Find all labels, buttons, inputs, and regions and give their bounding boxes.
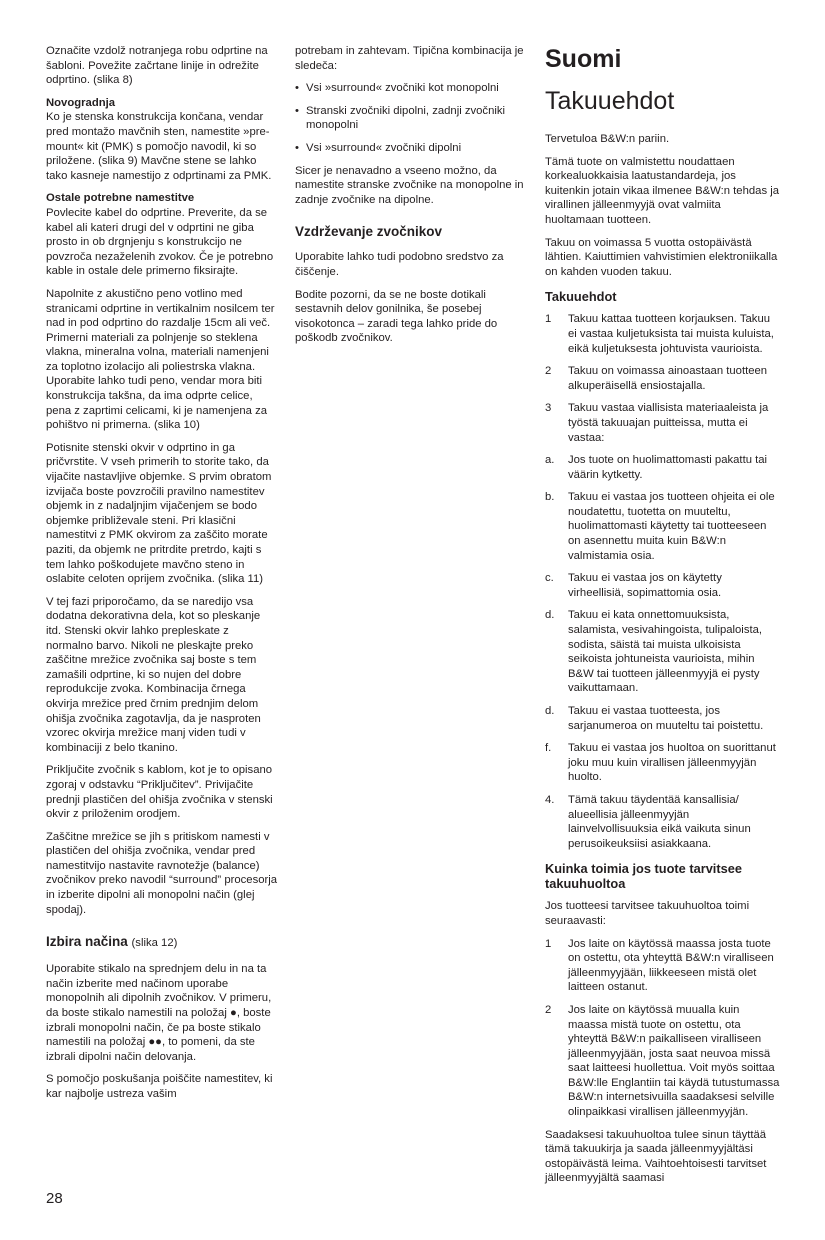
paragraph: Označite vzdolž notranjega robu odprtine na šabloni. Povežite začrtane linije in odrežite odprtino. (slika 8) xyxy=(46,45,268,87)
section-heading-text: Izbira načina xyxy=(46,934,128,950)
column-slovenian-left xyxy=(46,44,278,1110)
paragraph: Takuu on voimassa 5 vuotta ostopäivästä lähtien. Kaiuttimien vahvistimien elektroniikalla on kahden vuoden takuu. xyxy=(545,236,778,278)
page-number: 28 xyxy=(46,1190,63,1207)
list-marker: f. xyxy=(545,742,552,755)
paragraph: Ko je stenska konstrukcija končana, vendar pred montažo mavčnih sten, namestite »pre-mount« kit (PMK) s pomočjo navodil, ki so priložene. (slika 9) Mavčne stene se lahko tako kasneje namestijo z odprtinami za PMK. xyxy=(46,111,272,182)
list-text: Jos tuote on huolimattomasti pakattu tai väärin kytketty. xyxy=(568,454,768,481)
paragraph: Priključite zvočnik s kablom, kot je to opisano zgoraj v odstavku “Priključitev”. Privijačite prednji plastičen del ohišja zvočnika v stenski okvir z priloženim orodjem. xyxy=(46,764,273,821)
list-marker: b. xyxy=(545,491,555,504)
list-text: Takuu ei vastaa jos on käytetty virheellisiä, sopimattomia osia. xyxy=(568,572,722,599)
section-heading-warranty-terms: Takuuehdot xyxy=(545,289,617,305)
paragraph: Tervetuloa B&W:n pariin. xyxy=(545,133,670,145)
paragraph: Potisnite stenski okvir v odprtino in ga pričvrstite. V vseh primerih to storite tako, da vijačite nastavljive objemke. S prvim obratom izvijača boste povzročili pravilno namestitev objemk in z nadaljnjim vijačenjem se bodo objemke približevale steni. Pri klasični namestitvi z PMK okvirom za zaščito morate paziti, da objemk ne pritrdite pretrdo, kajti s tem lahko poškodujete mavčno steno in oslabite celoten oprijem zvočnika. (slika 11) xyxy=(46,441,272,586)
list-item xyxy=(545,608,780,696)
list-marker: 2 xyxy=(545,1003,552,1016)
list-item xyxy=(545,571,780,600)
list-text: Jos laite on käytössä muualla kuin maassa mistä tuote on ostettu, ota yhteyttä B&W:n paikalliseen viralliseen jälleenmyyjään, josta saat neuvoa missä saat laitteesi huollettua. Voit myös soittaa B&W:lle Englantiin tai käydä tutustumassa B&W:n internetsivuilla saadaksesi selville olinpaikkasi virallisen jälleenmyyjän. xyxy=(568,1003,780,1119)
paragraph: V tej fazi priporočamo, da se naredijo vsa dodatna dekorativna dela, kot so pleskanje itd. Stenski okvir lahko prepleskate z normalno barvo. Nikoli ne pleskajte preko zaščitne mrežice zvočnika saj boste s tem zamašili odprtine, ki so nujen del dobre reprodukcije zvoka. Kombinacija črnega okvirja mrežice pred črnim prednjim delom ohišja zvočnika zagotavlja, da je nasproten vzorec okvirja mrežice manj viden tudi v kombinaciji z belo tkanino. xyxy=(46,595,261,754)
paragraph: Uporabite lahko tudi podobno sredstvo za čiščenje. xyxy=(295,251,504,278)
list-item xyxy=(545,704,780,733)
page-title: Takuuehdot xyxy=(545,87,675,115)
paragraph: Uporabite stikalo na sprednjem delu in na ta način izberite med načinom uporabe monopolnih ali dipolnih zvočnikov. V primeru, da boste stikalo namestili na položaj ●, boste izbrali monopolni način, če pa boste stikalo namestili na položaj ●●, to pomeni, da ste izbrali dipolni način delovanja. xyxy=(46,963,272,1063)
list-text: Takuu ei vastaa tuotteesta, jos sarjanumeroa on muuteltu tai poistettu. xyxy=(568,705,764,732)
paragraph: potrebam in zahtevam. Tipična kombinacija je sledeča: xyxy=(295,45,524,72)
list-text: Takuu ei vastaa jos huoltoa on suorittanut joku muu kuin virallisen jälleenmyyjän huolto. xyxy=(568,742,776,784)
paragraph: Povlecite kabel do odprtine. Preverite, da se kabel ali kateri drugi del v odprtini ne giba prosto in ob drgnjenju s konstrukcijo ne povzroča nezaželenih zvokov. Če je potrebno kable in ostale dele primerno fiksirajte. xyxy=(46,206,274,278)
paragraph: Sicer je nenavadno a vseeno možno, da namestite stranske zvočnike na monopolne in zadnje zvočnike na dipolne. xyxy=(295,164,524,206)
paragraph: Tämä tuote on valmistettu noudattaen korkealuokkaisia laatustandardeja, jos kuitenkin jotain vikaa ilmenee B&W:n tehdas ja virallinen jälleenmyyjä ovat valmiita huoltamaan tuotteen. xyxy=(545,155,780,226)
list-item: • Stranski zvočniki dipolni, zadnji zvočniki monopolni xyxy=(295,104,527,133)
list-marker: 1 xyxy=(545,937,552,950)
warranty-terms-list xyxy=(545,312,780,851)
section-heading-warranty-service: Kuinka toimia jos tuote tarvitsee takuuhuoltoa xyxy=(545,861,742,892)
list-text: Takuu vastaa viallisista materiaaleista ja työstä takuuajan puitteissa, mutta ei vastaa: xyxy=(568,402,769,444)
list-text: Takuu ei vastaa jos tuotteen ohjeita ei ole noudatettu, tuotetta on muuteltu, huolimattomasti käytetty tai tuotteeseen on asennettu muita kuin B&W:n valmistamia osia. xyxy=(568,491,775,562)
list-item: • Vsi »surround« zvočniki dipolni xyxy=(295,141,527,156)
paragraph: S pomočjo poskušanja poiščite namestitev, ki kar najbolje ustreza vašim xyxy=(46,1073,273,1100)
section-heading-mode-selection xyxy=(46,933,278,952)
list-marker: d. xyxy=(545,609,555,622)
paragraph: Jos tuotteesi tarvitsee takuuhuoltoa toimi seuraavasti: xyxy=(545,900,750,927)
figure-reference: (slika 12) xyxy=(131,937,178,950)
list-marker: 4. xyxy=(545,793,555,806)
list-text: Jos laite on käytössä maassa josta tuote on ostettu, ota yhteyttä B&W:n viralliseen jälleenmyyjään, liikkeeseen mistä olet laitteen ostanut. xyxy=(568,937,774,994)
list-marker: c. xyxy=(545,572,554,585)
service-steps-list xyxy=(545,937,780,1120)
paragraph: Napolnite z akustično peno votlino med stranicami odprtine in vertikalnim nosilcem ter nad in pod odprtino do razdalje 15cm ali več. Primerni materiali za polnjenje so steklena vlakna, mineralna volna, materiali namenjeni za toplotno izolacijo ali poliestrska vlakna. Uporabite lahko tudi peno, vendar mora biti konstrukcija takšna, da ima odprte celice, pena z zaprtimi celicami, ki je namenjena za pohištvo ni primerna. (slika 10) xyxy=(46,287,275,432)
list-marker: 1 xyxy=(545,313,552,326)
column-slovenian-middle xyxy=(295,44,527,354)
list-item xyxy=(545,490,780,563)
list-text: Takuu kattaa tuotteen korjauksen. Takuu ei vastaa kuljetuksista tai muista kuluista, eikä kuljetuksesta johtuvista vaurioista. xyxy=(568,313,774,355)
list-item xyxy=(545,364,780,393)
list-item: • Vsi »surround« zvočniki kot monopolni xyxy=(295,81,527,96)
list-marker: 3 xyxy=(545,402,552,415)
paragraph: Bodite pozorni, da se ne boste dotikali sestavnih delov gonilnika, še posebej visokotonca – zaradi tega lahko pride do poškodb zvočnikov. xyxy=(295,288,498,345)
language-title: Suomi xyxy=(545,45,622,73)
subheading-new-construction: Novogradnja xyxy=(46,96,116,109)
list-marker: 2 xyxy=(545,365,552,378)
list-marker: d. xyxy=(545,705,555,717)
list-item xyxy=(545,937,780,995)
list-item xyxy=(545,793,780,851)
list-item xyxy=(545,312,780,356)
list-text: Takuu ei kata onnettomuuksista, salamista, vesivahingoista, tulipaloista, sodista, säistä tai muista ulkoisista seikoista johtuneista vaurioista, mihin B&W tai tuotteen jälleenmyyjä ei pysty vaikuttamaan. xyxy=(568,609,763,695)
list-item xyxy=(545,741,780,785)
list-item xyxy=(545,401,780,445)
section-heading-maintenance: Vzdrževanje zvočnikov xyxy=(295,224,443,240)
list-item xyxy=(545,453,780,482)
list-text: Takuu on voimassa ainoastaan tuotteen alkuperäisellä ensiostajalla. xyxy=(568,365,768,392)
list-marker: a. xyxy=(545,454,555,467)
combination-list xyxy=(295,81,527,155)
subheading-other-installations: Ostale potrebne namestitve xyxy=(46,192,195,205)
paragraph: Saadaksesi takuuhuoltoa tulee sinun täyttää tämä takuukirja ja saada jälleenmyyjältäsi ostopäivästä leima. Vaihtoehtoisesti tarvitset jälleenmyyjältä saamasi xyxy=(545,1128,767,1185)
list-text: Tämä takuu täydentää kansallisia/ alueellisia jälleenmyyjän lainvelvollisuuksia eikä vaikuta sinun perusoikeuksiisi asiakkaana. xyxy=(568,793,751,850)
paragraph: Zaščitne mrežice se jih s pritiskom namesti v plastičen del ohišja zvočnika, vendar pred namestitvijo nastavite ravnotežje (balance) zvočnikov preko navodil “surround” procesorja in izberite dipolni ali monopolni način (glej spodaj). xyxy=(46,830,278,916)
column-finnish xyxy=(545,44,780,1194)
list-item xyxy=(545,1003,780,1120)
